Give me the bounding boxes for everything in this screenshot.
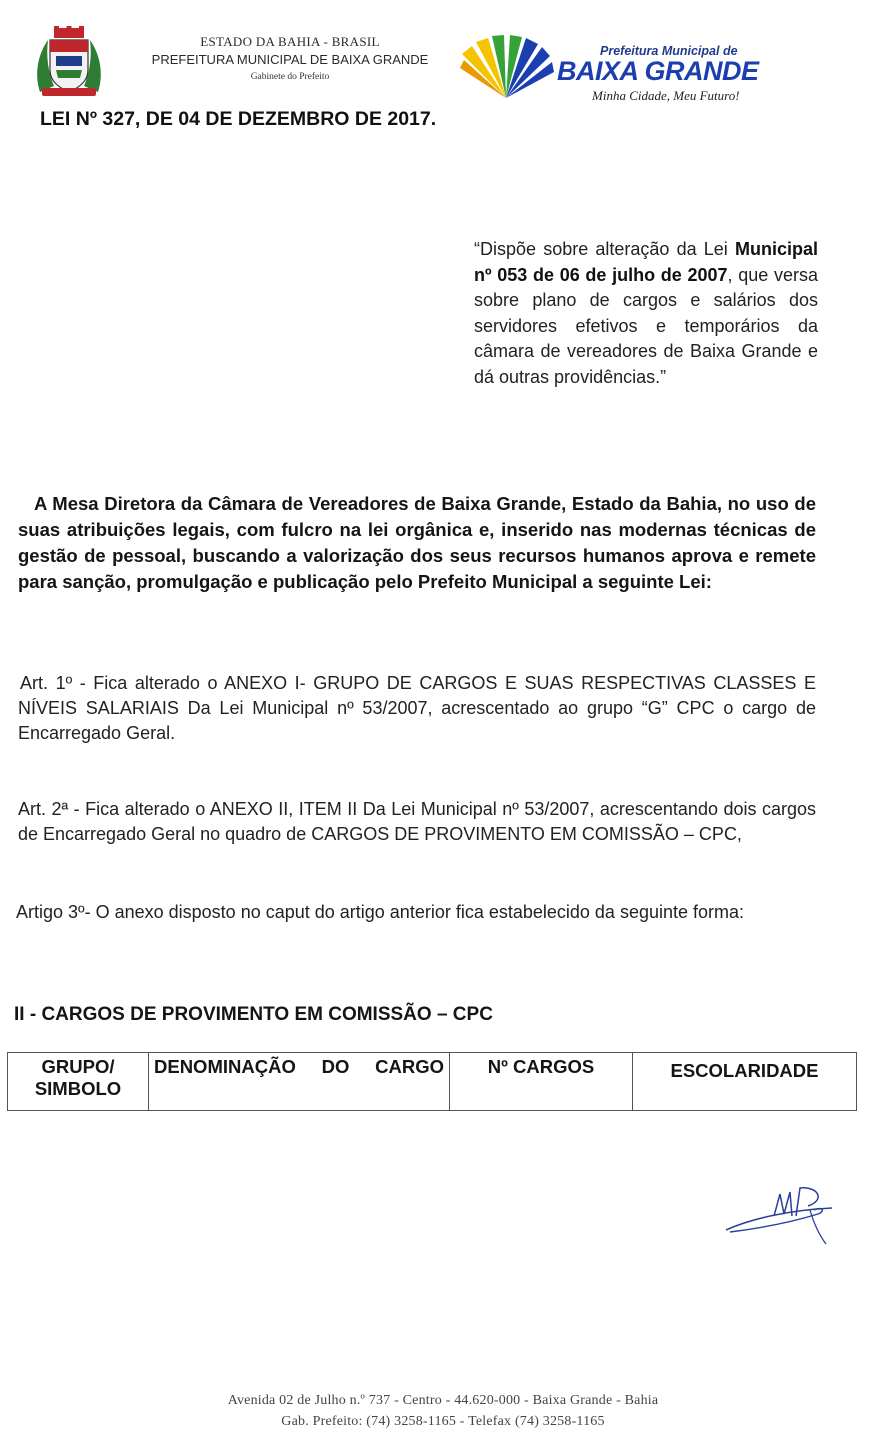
coat-of-arms-icon: [34, 26, 104, 98]
header-position-count: Nº CARGOS: [450, 1053, 633, 1111]
section-title: II - CARGOS DE PROVIMENTO EM COMISSÃO – CPC: [14, 1004, 493, 1025]
summary-bold-reference: Municipal nº 053 de 06 de julho de 2007: [474, 239, 818, 285]
table-header-row: [8, 1053, 857, 1111]
preamble-paragraph: A Mesa Diretora da Câmara de Vereadores de Baixa Grande, Estado da Bahia, no uso de suas atribuições legais, com fulcro na lei orgânica e, inserido nas modernas técnicas de gestão de pessoal, buscando a valorização dos seus recursos humanos aprova e remete para sanção, promulgação e publicação pelo Prefeito Municipal a seguinte Lei:: [18, 493, 816, 592]
article-3: Artigo 3º- O anexo disposto no caput do artigo anterior fica estabelecido da seguinte forma:: [16, 902, 745, 922]
footer-address: Avenida 02 de Julho n.º 737 - Centro - 44.620-000 - Baixa Grande - Bahia: [227, 1393, 659, 1408]
article-2: Art. 2ª - Fica alterado o ANEXO II, ITEM II Da Lei Municipal nº 53/2007, acrescentando dois cargos de Encarregado Geral no quadro de CARGOS DE PROVIMENTO EM COMISSÃO – CPC,: [18, 799, 816, 844]
law-summary: [474, 237, 818, 390]
law-title: LEI Nº 327, DE 04 DE DEZEMBRO DE 2017.: [40, 108, 437, 130]
logo-prefix: Prefeitura Municipal de: [600, 44, 738, 58]
header-office: Gabinete do Prefeito: [250, 72, 330, 82]
summary-open: “Dispõe sobre alteração da Lei: [474, 239, 735, 259]
summary-rest: , que versa sobre plano de cargos e salários dos servidores efetivos e temporários da câmara de vereadores de Baixa Grande e dá outras providências.”: [474, 264, 818, 387]
footer-phone: Gab. Prefeito: (74) 3258-1165 - Telefax (74) 3258-1165: [281, 1414, 605, 1429]
header-group-symbol: GRUPO/ SIMBOLO: [8, 1053, 149, 1111]
logo-city-name: BAIXA GRANDE: [557, 56, 759, 86]
handwritten-signature-icon: [722, 1180, 848, 1250]
header-position-name: DENOMINAÇÃO DO CARGO: [149, 1053, 450, 1111]
logo-slogan: Minha Cidade, Meu Futuro!: [592, 88, 740, 103]
header-prefecture: PREFEITURA MUNICIPAL DE BAIXA GRANDE: [151, 52, 429, 67]
sunburst-logo-icon: [458, 34, 554, 100]
header-state: ESTADO DA BAHIA - BRASIL: [200, 34, 380, 49]
cpc-table: [7, 1052, 857, 1111]
header-education: ESCOLARIDADE: [633, 1053, 857, 1111]
article-1: Art. 1º - Fica alterado o ANEXO I- GRUPO DE CARGOS E SUAS RESPECTIVAS CLASSES E NÍVEIS SALARIAIS Da Lei Municipal nº 53/2007, acrescentado ao grupo “G” CPC o cargo de Encarregado Geral.: [18, 673, 816, 743]
